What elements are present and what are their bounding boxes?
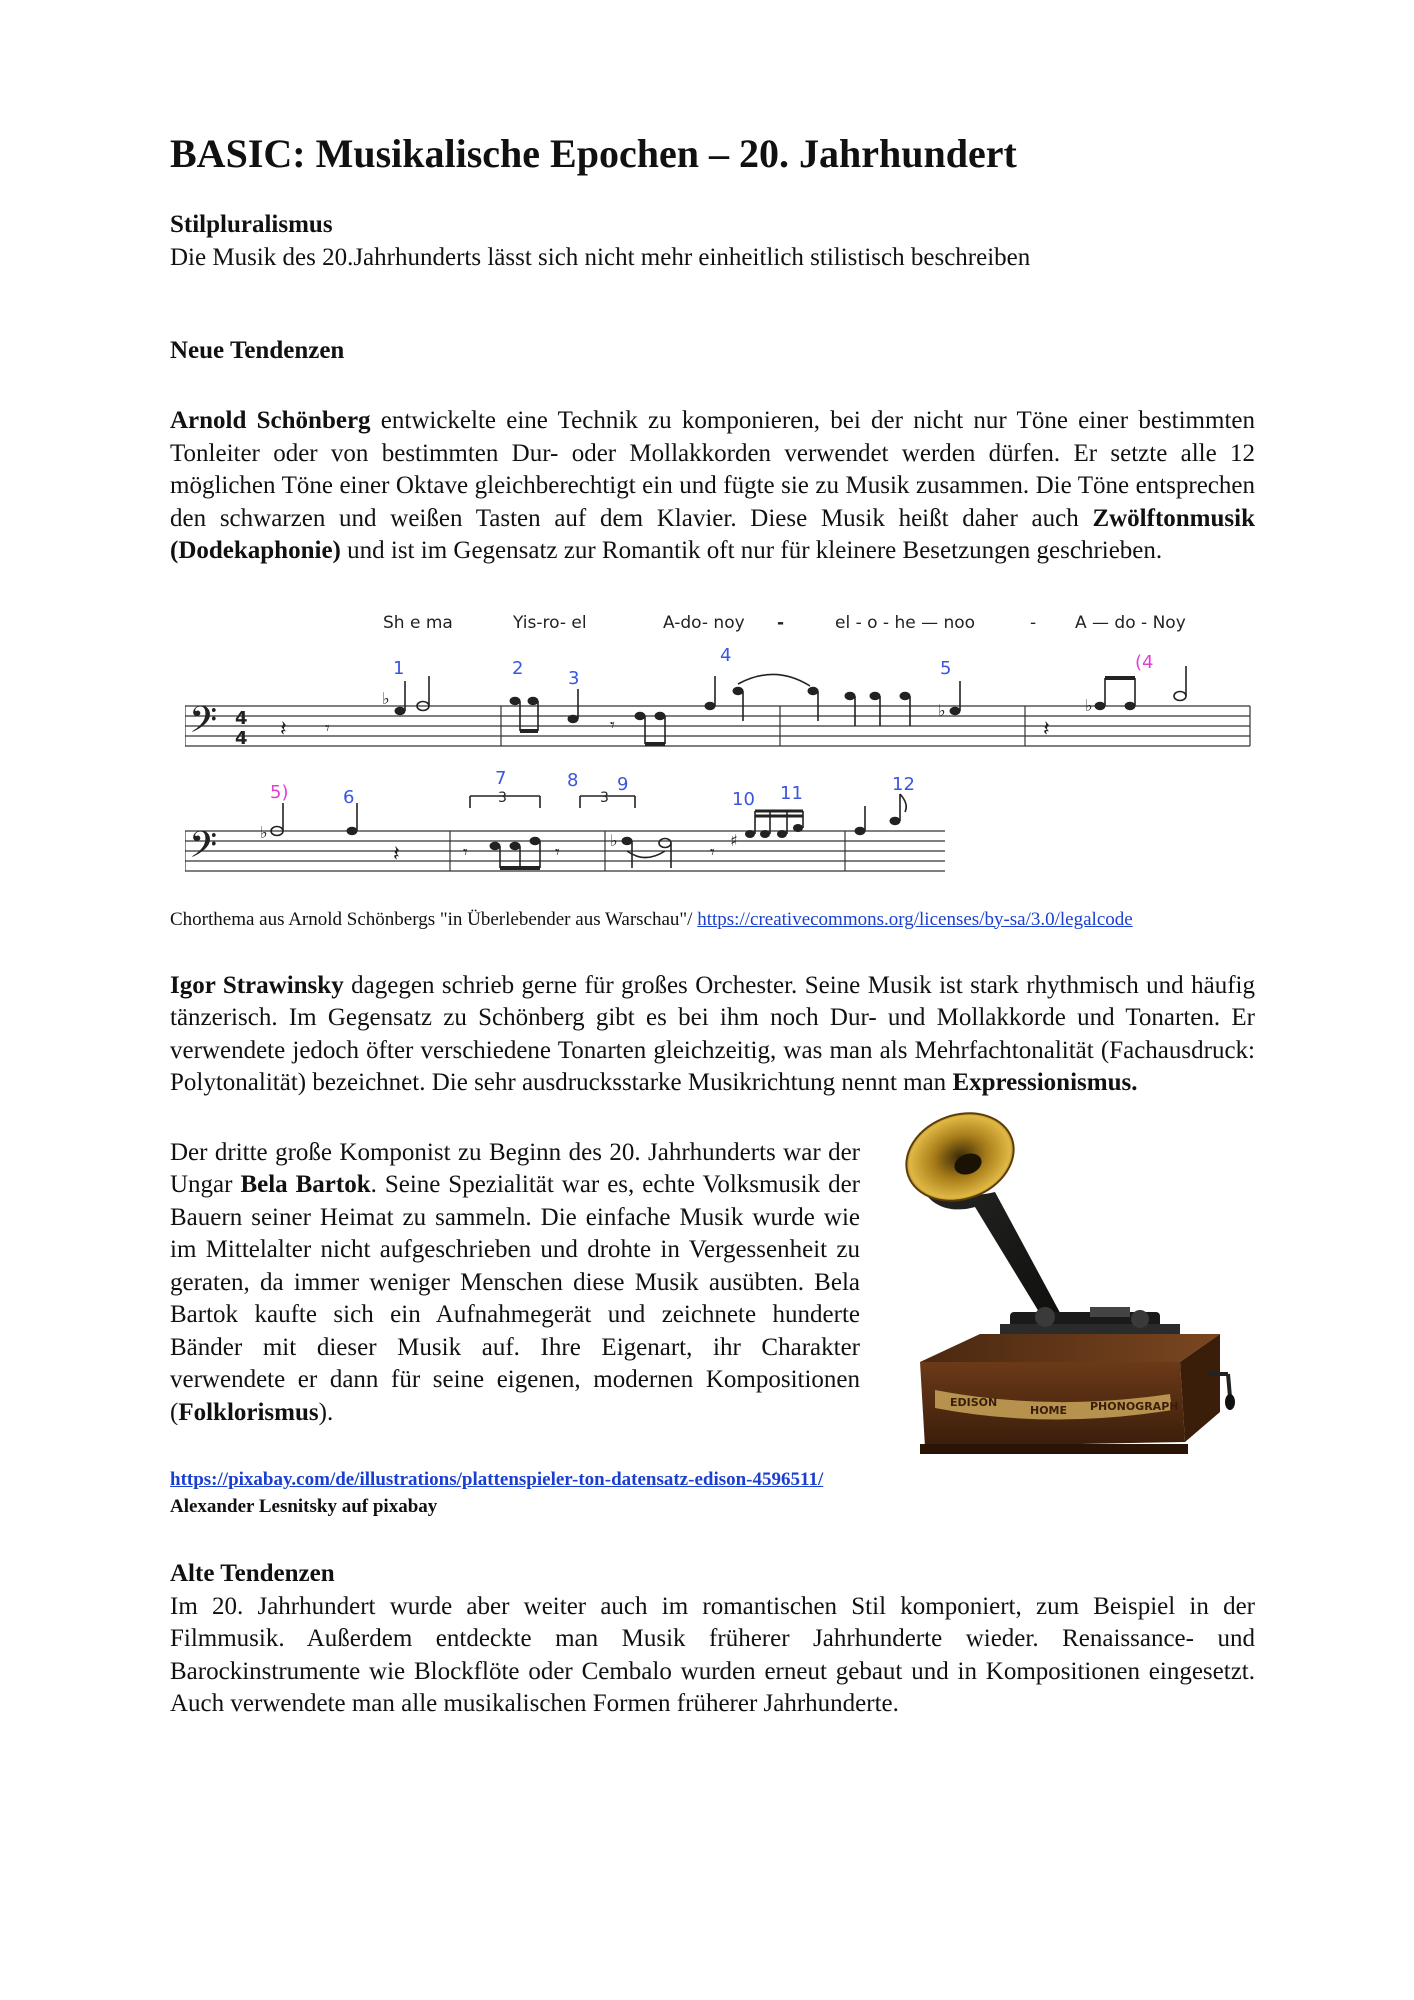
svg-text:♭: ♭ [382,688,390,708]
music-score-image [185,606,1265,906]
tone-number-7: 7 [495,767,507,789]
tone-number-5-close: 5) [270,781,289,803]
lyric-7: A — do - Noy [1075,612,1186,633]
name-strawinsky: Igor Strawinsky [170,971,344,999]
paragraph-schoenberg: Arnold Schönberg entwickelte eine Technik zu komponieren, bei der nicht nur Töne einer bestimmten Tonleiter oder von bestimmten Dur- oder Mollakkorden verwendet werden dürfen. Er setzte alle 12 möglichen Töne einer Oktave gleichberechtigt ein und fügte sie zu Musik zusammen. Die Töne entsprechen den schwarzen und weißen Tasten auf dem Klavier. Diese Musik heißt daher auch Zwölftonmusik (Dodekaphonie) und ist im Gegensatz zur Romantik oft nur für kleinere Besetzungen geschrieben. [170,407,1255,564]
tone-number-1: 1 [393,657,405,679]
svg-text:𝄾: 𝄾 [610,714,615,736]
heading-alte-tendenzen: Alte Tendenzen [170,1560,335,1587]
heading-stilpluralismus: Stilpluralismus [170,211,333,238]
svg-text:𝄢: 𝄢 [189,823,218,875]
tone-number-4: 4 [720,644,732,666]
time-signature-bottom: 4 [235,727,248,749]
svg-text:♭: ♭ [610,830,618,850]
tone-number-2: 2 [512,657,524,679]
tone-number-11: 11 [780,782,803,804]
svg-text:𝄾: 𝄾 [463,841,468,863]
name-schoenberg: Arnold Schönberg [170,407,371,434]
svg-text:♭: ♭ [260,822,268,842]
svg-text:𝄾: 𝄾 [325,717,330,739]
svg-text:♯: ♯ [730,830,738,850]
tone-number-3: 3 [568,667,580,689]
svg-text:𝄽: 𝄽 [393,841,400,867]
svg-text:𝄽: 𝄽 [1043,716,1050,742]
triplet-mark-1: 3 [498,789,507,806]
term-folklorismus: Folklorismus [178,1398,319,1426]
svg-text:𝄾: 𝄾 [555,841,560,863]
phonograph-label-3: PHONOGRAPH [1090,1399,1179,1413]
phonograph-label-1: EDISON [950,1395,998,1409]
time-signature-top: 4 [235,707,248,729]
score-caption: Chorthema aus Arnold Schönbergs "in Überlebender aus Warschau"/ https://creativecommons.org/licenses/by-sa/3.0/legalcode [170,908,1133,930]
tone-number-6: 6 [343,786,355,808]
term-zwoelftonmusik: Zwölftonmusik (Dodekaphonie) [170,504,1255,564]
lyric-3: A-do- noy [663,612,745,633]
paragraph-bartok: Der dritte große Komponist zu Beginn des 20. Jahrhunderts war der Ungar Bela Bartok. Seine Spezialität war es, echte Volksmusik der Bauern seiner Heimat zu sammeln. Die einfache Musik wurde wie im Mittelalter nicht aufgeschrieben und drohte in Vergessenheit zu geraten, da immer weniger Menschen diese Musik ausübten. Bela Bartok kaufte sich ein Aufnahmegerät und zeichnete hunderte Bänder mit dieser Musik auf. Ihre Eigenart, ihr Charakter verwendete er dann für seine eigenen, modernen Kompositionen (Folklorismus). [170,1138,860,1426]
paragraph-strawinsky: Igor Strawinsky dagegen schrieb gerne für großes Orchester. Seine Musik ist stark rhythmisch und häufig tänzerisch. Im Gegensatz zu Schönberg gibt es bei ihm noch Dur- und Mollakkorde und Tonarten. Er verwendete jedoch öfter verschiedene Tonarten gleichzeitig, was man als Mehrfachtonalität (Fachausdruck: Polytonalität) bezeichnet. Die sehr ausdrucksstarke Musikrichtung nennt man Expressionismus. [170,971,1255,1096]
paragraph-alte-tendenzen: Im 20. Jahrhundert wurde aber weiter auch im romantischen Stil komponiert, zum Beispiel in der Filmmusik. Außerdem entdeckte man Musik früherer Jahrhunderte wieder. Renaissance- und Barockinstrumente wie Blockflöte oder Cembalo wurden erneut gebaut und in Kompositionen eingesetzt. Auch verwendete man alle musikalischen Formen früherer Jahrhunderte. [170,1592,1255,1718]
page-title: BASIC: Musikalische Epochen – 20. Jahrhundert [170,131,1017,176]
paragraph-stilpluralismus: Die Musik des 20.Jahrhunderts lässt sich nicht mehr einheitlich stilistisch beschreiben [170,243,1031,271]
triplet-mark-2: 3 [600,789,609,806]
document-page [170,130,1255,1721]
tone-number-4-repeat: (4 [1135,651,1154,673]
license-link[interactable]: https://creativecommons.org/licenses/by-sa/3.0/legalcode [697,908,1133,930]
tone-number-9: 9 [617,773,629,795]
phonograph-label-2: HOME [1030,1403,1068,1417]
name-bartok: Bela Bartok [240,1171,371,1198]
svg-text:♭: ♭ [1085,695,1093,715]
svg-text:♭: ♭ [938,700,946,720]
lyric-4: - [777,612,785,633]
phonograph-image [890,1112,1235,1472]
term-expressionismus: Expressionismus. [952,1069,1138,1096]
tone-number-8: 8 [567,769,579,791]
tone-number-5: 5 [940,657,952,679]
lyric-6: - [1030,612,1037,633]
svg-text:𝄢: 𝄢 [189,698,218,750]
heading-neue-tendenzen: Neue Tendenzen [170,337,345,365]
tone-number-10: 10 [732,788,755,810]
lyric-5: el - o - he — noo [835,612,976,633]
pixabay-link[interactable]: https://pixabay.com/de/illustrations/plattenspieler-ton-datensatz-edison-4596511/ [170,1469,824,1490]
lyric-2: Yis-ro- el [513,612,587,633]
image-credit: https://pixabay.com/de/illustrations/plattenspieler-ton-datensatz-edison-4596511/ Alexander Lesnitsky auf pixabay [170,1469,824,1517]
tone-number-12: 12 [892,773,915,795]
svg-text:𝄽: 𝄽 [280,716,287,742]
svg-text:𝄾: 𝄾 [710,841,715,863]
lyric-1: Sh e ma [383,612,453,633]
